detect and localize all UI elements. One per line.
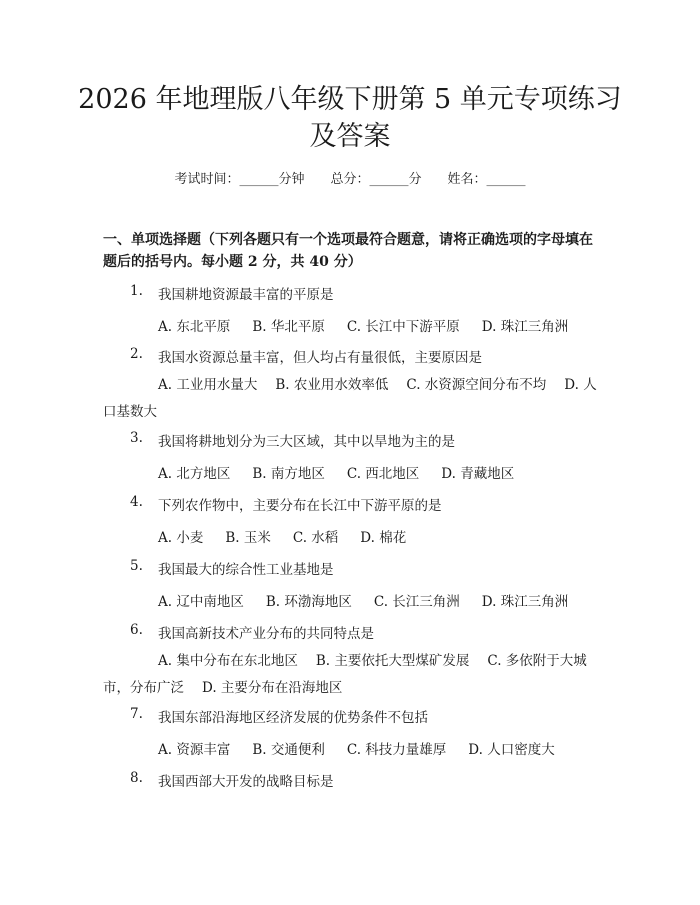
question-5-options bbox=[158, 590, 590, 610]
question-stem: 我国东部沿海地区经济发展的优势条件不包括 bbox=[158, 710, 428, 726]
question-number: 4. bbox=[130, 494, 143, 510]
option-d: D. 青藏地区 bbox=[441, 466, 515, 482]
option-b: B. 玉米 bbox=[225, 530, 271, 546]
document-title-continued: 及答案 bbox=[309, 121, 391, 152]
document-title: 2026 年地理版八年级下册第 5 单元专项练习 bbox=[78, 84, 622, 115]
question-4-options bbox=[158, 526, 428, 546]
question-6-options bbox=[103, 648, 600, 702]
option-c: C. 长江中下游平原 bbox=[346, 319, 460, 335]
question-7-options bbox=[158, 738, 577, 758]
option-b: B. 主要依托大型煤矿发展 bbox=[315, 653, 470, 669]
question-number: 3. bbox=[130, 430, 143, 446]
option-c: C. 科技力量雄厚 bbox=[346, 742, 447, 758]
student-name: 姓名：______ bbox=[447, 172, 526, 187]
question-number: 1. bbox=[130, 283, 143, 299]
question-3-options bbox=[158, 462, 536, 482]
option-a: A. 辽中南地区 bbox=[158, 594, 244, 610]
question-stem: 下列农作物中，主要分布在长江中下游平原的是 bbox=[158, 498, 442, 514]
question-number: 5. bbox=[130, 558, 143, 574]
option-a: A. 资源丰富 bbox=[158, 742, 231, 758]
option-d: D. 棉花 bbox=[360, 530, 407, 546]
option-c: C. 长江三角洲 bbox=[373, 594, 460, 610]
question-number: 2. bbox=[130, 346, 143, 362]
option-a: A. 东北平原 bbox=[158, 319, 231, 335]
option-b: B. 交通便利 bbox=[252, 742, 325, 758]
option-c: C. 水资源空间分布不均 bbox=[406, 377, 547, 393]
option-b: B. 华北平原 bbox=[252, 319, 325, 335]
option-a: A. 工业用水量大 bbox=[158, 377, 258, 393]
question-stem: 我国水资源总量丰富，但人均占有量很低，主要原因是 bbox=[158, 350, 482, 366]
exam-time: 考试时间：______分钟 bbox=[174, 172, 305, 187]
question-stem: 我国西部大开发的战略目标是 bbox=[158, 774, 334, 790]
option-c: C. 多依附于大城市，分布广泛 bbox=[103, 653, 587, 696]
question-number: 7. bbox=[130, 706, 143, 722]
exam-meta bbox=[0, 168, 700, 187]
question-stem: 我国耕地资源最丰富的平原是 bbox=[158, 287, 334, 303]
option-d: D. 人口密度大 bbox=[468, 742, 555, 758]
question-number: 6. bbox=[130, 622, 143, 638]
question-number: 8. bbox=[130, 770, 143, 786]
option-d: D. 主要分布在沿海地区 bbox=[202, 680, 343, 696]
option-d: D. 珠江三角洲 bbox=[481, 319, 569, 335]
option-c: C. 水稻 bbox=[292, 530, 339, 546]
question-stem: 我国最大的综合性工业基地是 bbox=[158, 562, 334, 578]
option-d: D. 珠江三角洲 bbox=[481, 594, 569, 610]
option-b: B. 农业用水效率低 bbox=[275, 377, 389, 393]
question-1-options bbox=[158, 315, 590, 335]
question-stem: 我国将耕地划分为三大区域，其中以旱地为主的是 bbox=[158, 434, 455, 450]
option-b: B. 南方地区 bbox=[252, 466, 325, 482]
option-a: A. 集中分布在东北地区 bbox=[158, 653, 298, 669]
section-heading: 一、单项选择题（下列各题只有一个选项最符合题意，请将正确选项的字母填在题后的括号内。每小题 2 分，共 40 分） bbox=[103, 232, 593, 270]
option-b: B. 环渤海地区 bbox=[265, 594, 352, 610]
question-2-options bbox=[103, 372, 600, 426]
option-c: C. 西北地区 bbox=[346, 466, 420, 482]
option-a: A. 北方地区 bbox=[158, 466, 231, 482]
option-d: D. 人口基数大 bbox=[103, 377, 597, 420]
question-stem: 我国高新技术产业分布的共同特点是 bbox=[158, 626, 374, 642]
option-a: A. 小麦 bbox=[158, 530, 204, 546]
exam-score: 总分：______分 bbox=[330, 172, 422, 187]
